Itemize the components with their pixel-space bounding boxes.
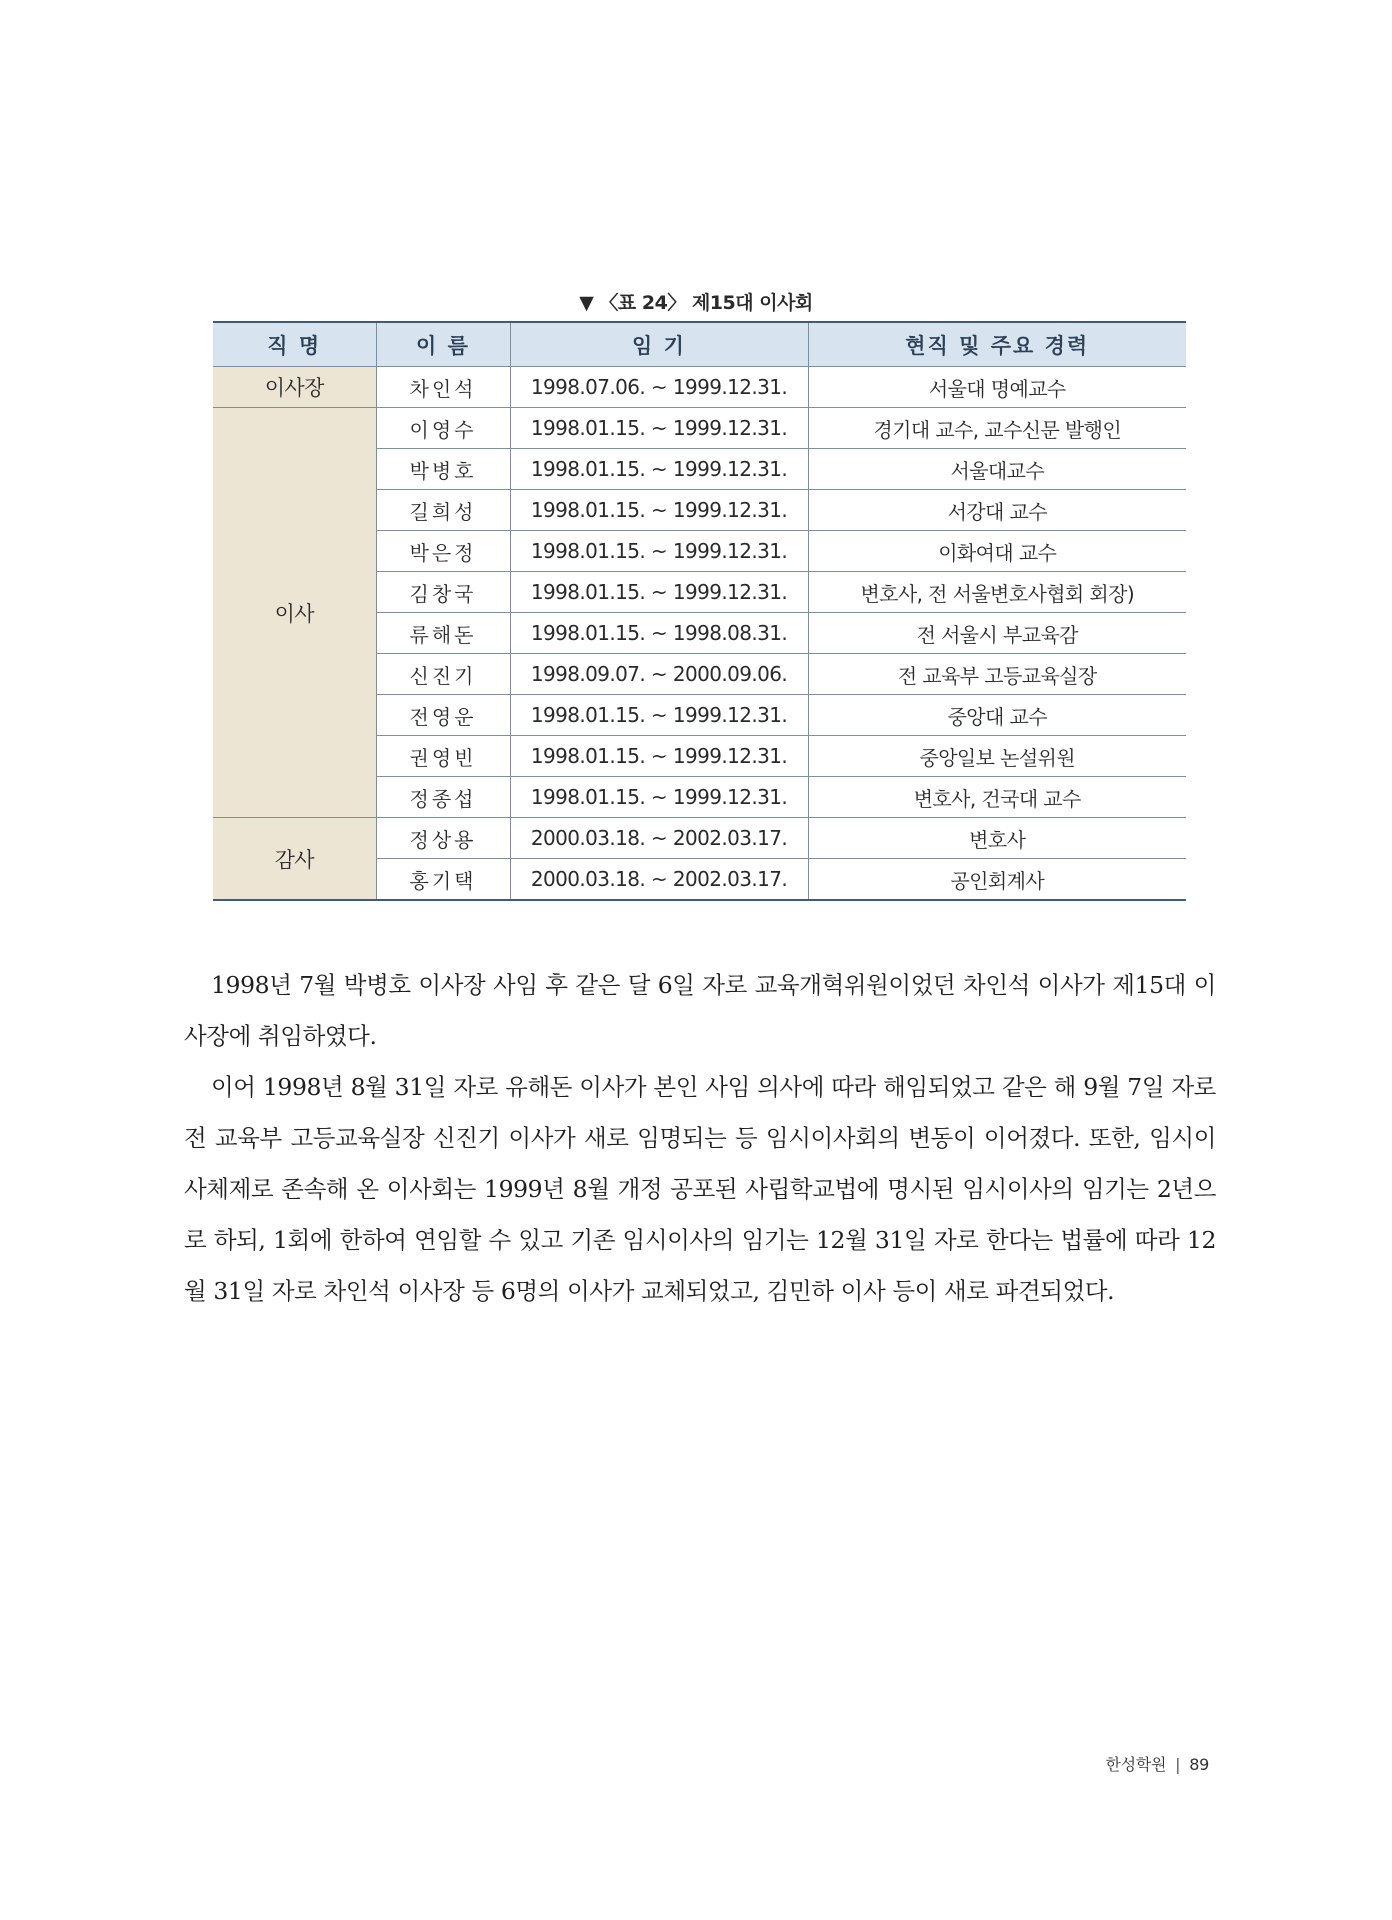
member-career: 전 교육부 고등교육실장: [808, 654, 1186, 695]
table-caption: ▼ 〈표 24〉 제15대 이사회: [579, 292, 813, 314]
member-name: 전영운: [376, 695, 510, 736]
member-term: 1998.01.15. ~ 1999.12.31.: [510, 695, 808, 736]
member-term: 1998.01.15. ~ 1999.12.31.: [510, 777, 808, 818]
board-members-table: [213, 321, 1186, 901]
role-cell-director: 이사: [213, 408, 376, 818]
member-name: 김창국: [376, 572, 510, 613]
member-term: 1998.07.06. ~ 1999.12.31.: [510, 367, 808, 408]
header-career: 현직 및 주요 경력: [808, 322, 1186, 367]
table-header-row: [213, 322, 1186, 367]
member-term: 1998.01.15. ~ 1999.12.31.: [510, 449, 808, 490]
board-table-container: [213, 321, 1186, 901]
member-name: 박은정: [376, 531, 510, 572]
member-name: 길희성: [376, 490, 510, 531]
member-career: 전 서울시 부교육감: [808, 613, 1186, 654]
header-term: 임 기: [510, 322, 808, 367]
publication-name: 한성학원: [1105, 1755, 1167, 1774]
member-name: 권영빈: [376, 736, 510, 777]
member-name: 류해돈: [376, 613, 510, 654]
member-term: 1998.01.15. ~ 1998.08.31.: [510, 613, 808, 654]
member-term: 2000.03.18. ~ 2002.03.17.: [510, 859, 808, 901]
member-career: 이화여대 교수: [808, 531, 1186, 572]
member-career: 중앙일보 논설위원: [808, 736, 1186, 777]
member-career: 서강대 교수: [808, 490, 1186, 531]
member-name: 신진기: [376, 654, 510, 695]
member-term: 2000.03.18. ~ 2002.03.17.: [510, 818, 808, 859]
member-career: 공인회계사: [808, 859, 1186, 901]
member-career: 경기대 교수, 교수신문 발행인: [808, 408, 1186, 449]
header-position: 직 명: [213, 322, 376, 367]
member-term: 1998.01.15. ~ 1999.12.31.: [510, 531, 808, 572]
role-cell-chairman: 이사장: [213, 367, 376, 408]
member-career: 서울대교수: [808, 449, 1186, 490]
member-name: 정상용: [376, 818, 510, 859]
member-career: 변호사, 건국대 교수: [808, 777, 1186, 818]
member-name: 홍기택: [376, 859, 510, 901]
role-cell-auditor: 감사: [213, 818, 376, 901]
page-footer: [1106, 1752, 1209, 1775]
member-term: 1998.01.15. ~ 1999.12.31.: [510, 572, 808, 613]
member-term: 1998.01.15. ~ 1999.12.31.: [510, 490, 808, 531]
table-row: [213, 818, 1186, 859]
header-name: 이 름: [376, 322, 510, 367]
member-career: 중앙대 교수: [808, 695, 1186, 736]
table-row: [213, 408, 1186, 449]
member-career: 변호사: [808, 818, 1186, 859]
member-term: 1998.01.15. ~ 1999.12.31.: [510, 408, 808, 449]
member-career: 변호사, 전 서울변호사협회 회장): [808, 572, 1186, 613]
member-term: 1998.09.07. ~ 2000.09.06.: [510, 654, 808, 695]
paragraph: 1998년 7월 박병호 이사장 사임 후 같은 달 6일 자로 교육개혁위원이었던 차인석 이사가 제15대 이사장에 취임하였다.: [184, 971, 1216, 1050]
member-name: 이영수: [376, 408, 510, 449]
member-name: 정종섭: [376, 777, 510, 818]
member-term: 1998.01.15. ~ 1999.12.31.: [510, 736, 808, 777]
footer-separator: |: [1175, 1755, 1181, 1774]
body-text: [184, 960, 1216, 1317]
member-name: 차인석: [376, 367, 510, 408]
paragraph: 이어 1998년 8월 31일 자로 유해돈 이사가 본인 사임 의사에 따라 해임되었고 같은 해 9월 7일 자로 전 교육부 고등교육실장 신진기 이사가 새로 임명되는 등 임시이사회의 변동이 이어졌다. 또한, 임시이사체제로 존속해 온 이사회는 1999년 8월 개정 공포된 사립학교법에 명시된 임시이사의 임기는 2년으로 하되, 1회에 한하여 연임할 수 있고 기존 임시이사의 임기는 12월 31일 자로 한다는 법률에 따라 12월 31일 자로 차인석 이사장 등 6명의 이사가 교체되었고, 김민하 이사 등이 새로 파견되었다.: [184, 1073, 1216, 1305]
page-number: 89: [1189, 1755, 1209, 1774]
table-row: [213, 367, 1186, 408]
member-career: 서울대 명예교수: [808, 367, 1186, 408]
member-name: 박병호: [376, 449, 510, 490]
